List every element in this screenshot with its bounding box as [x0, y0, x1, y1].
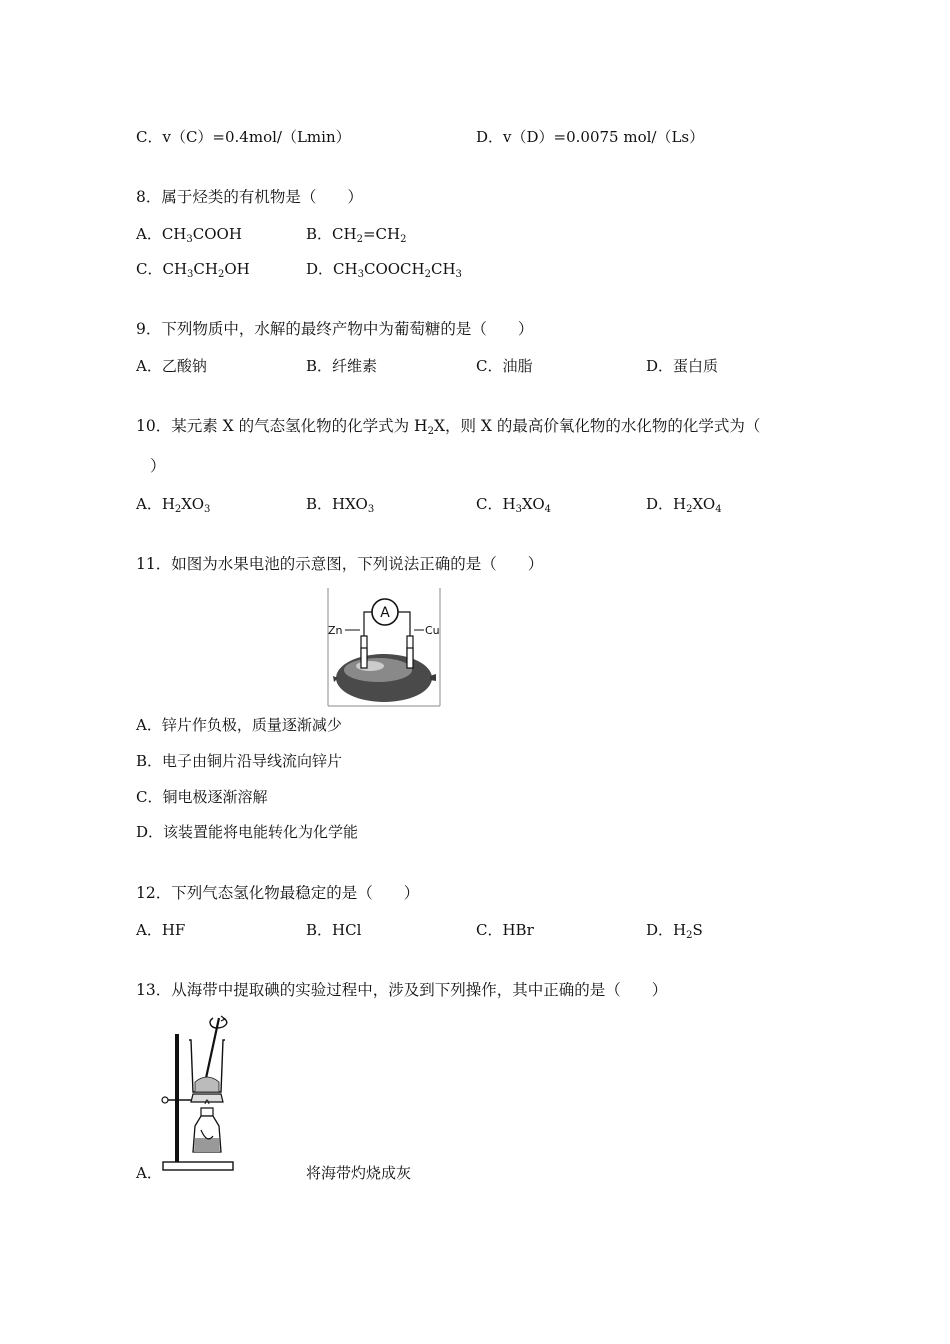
q11-stem: 11．如图为水果电池的示意图，下列说法正确的是（ ） [136, 555, 544, 573]
q9-option-c: C．油脂 [476, 357, 533, 375]
burning-apparatus-figure [155, 1012, 235, 1174]
q10-option-a: A．$H_2XO_3$ [136, 495, 211, 515]
q13-stem: 13．从海带中提取碘的实验过程中，涉及到下列操作，其中正确的是（ ） [136, 981, 668, 999]
q12-option-d: D．$H_2S$ [646, 921, 703, 941]
q8-option-d: D．$CH_3COOCH_2CH_3$ [306, 260, 462, 280]
q12-stem: 12．下列气态氢化物最稳定的是（ ） [136, 884, 420, 902]
q9-option-b: B．纤维素 [306, 357, 378, 375]
q13-option-a-label: A． [136, 1164, 162, 1182]
q10-stem: 10．某元素 X 的气态氢化物的化学式为 $H_2X$，则 X 的最高价氧化物的水化物的化学式为（ [136, 417, 761, 437]
q11-option-a: A．锌片作负极，质量逐渐减少 [136, 716, 342, 734]
q12-option-c: C．HBr [476, 921, 534, 939]
cu-label: Cu [425, 624, 440, 637]
fruit-battery-figure [326, 586, 442, 708]
q11-option-d: D．该装置能将电能转化为化学能 [136, 823, 359, 841]
zn-label: Zn [328, 624, 343, 637]
q8-option-c: C．$CH_3CH_2OH$ [136, 260, 250, 280]
q10-option-c: C．$H_3XO_4$ [476, 495, 552, 515]
q10-stem-line2: ） [150, 457, 166, 475]
q11-option-c: C．铜电极逐渐溶解 [136, 788, 268, 806]
q9-stem: 9．下列物质中，水解的最终产物中为葡萄糖的是（ ） [136, 320, 534, 338]
q7-option-c: C．v（C）=0.4mol/（Lmin） [136, 128, 351, 146]
q8-option-a: A．$CH_3COOH$ [136, 225, 242, 245]
ammeter-label: A [380, 605, 390, 621]
q9-option-d: D．蛋白质 [646, 357, 719, 375]
q12-option-b: B．HCl [306, 921, 362, 939]
q7-option-d: D．v（D）=0.0075 mol/（Ls） [476, 128, 705, 146]
q13-option-a-text: 将海带灼烧成灰 [306, 1164, 412, 1182]
q12-option-a: A．HF [136, 921, 186, 939]
q8-stem: 8．属于烃类的有机物是（ ） [136, 188, 363, 206]
q10-option-d: D．$H_2XO_4$ [646, 495, 722, 515]
q11-option-b: B．电子由铜片沿导线流向锌片 [136, 752, 343, 770]
q9-option-a: A．乙酸钠 [136, 357, 207, 375]
q10-option-b: B．$HXO_3$ [306, 495, 375, 515]
q8-option-b: B．$CH_2=CH_2$ [306, 225, 407, 245]
